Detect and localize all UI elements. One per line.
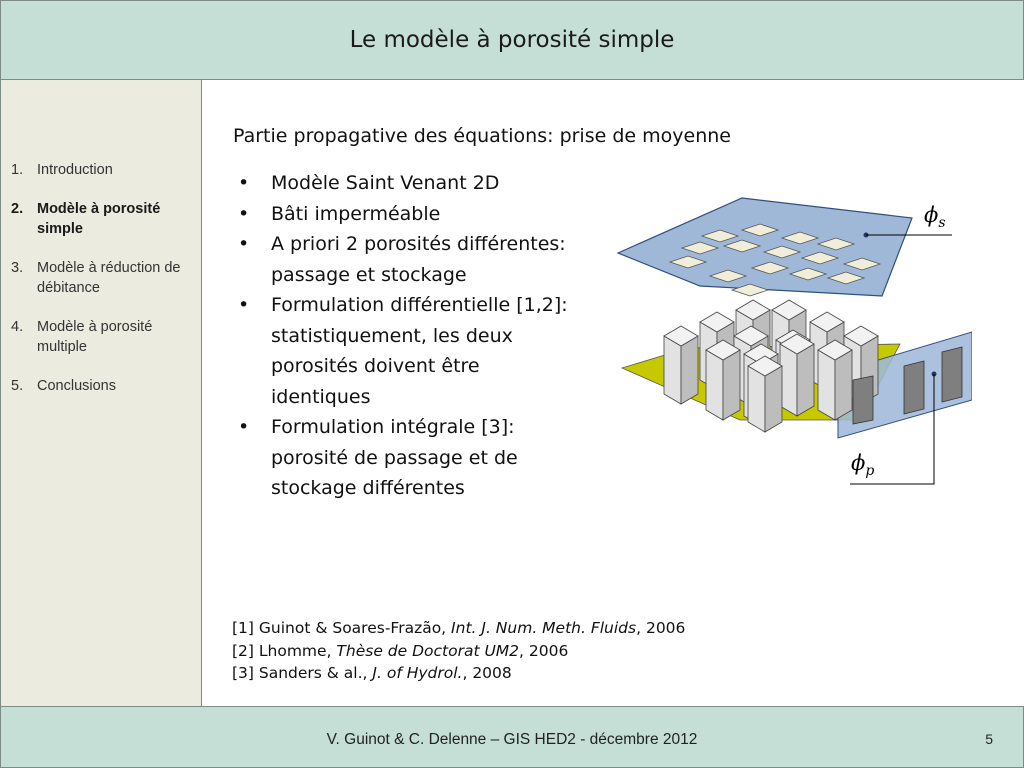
nav-label: Modèle à réduction de débitance: [37, 260, 181, 296]
slide-header: [0, 0, 1024, 80]
nav-number: 5.: [11, 378, 24, 394]
phi-s-label: $\phi_s$: [924, 203, 946, 231]
building-blocks: [664, 300, 878, 432]
porosity-diagram: [612, 195, 972, 495]
nav-item-porosite-simple[interactable]: [11, 199, 196, 239]
reference-journal: Thèse de Doctorat UM2: [336, 641, 520, 660]
bullet-text: Formulation intégrale [3]: porosité de passage et de stockage différentes: [271, 416, 518, 499]
slide-footer: [0, 706, 1024, 768]
bullet-icon: •: [238, 172, 250, 194]
references: [232, 617, 685, 685]
reference-journal: J. of Hydrol.: [372, 664, 463, 682]
section-subtitle: Partie propagative des équations: prise de moyenne: [233, 125, 731, 147]
nav-label: Introduction: [37, 162, 113, 178]
bullet-text: Formulation différentielle [1,2]: statistiquement, les deux porosités doivent être identiques: [271, 294, 568, 408]
page-number: 5: [985, 731, 993, 747]
bullet-icon: •: [238, 416, 250, 438]
reference-item: [232, 662, 685, 685]
nav-item-conclusions[interactable]: [11, 376, 196, 396]
bullet-text: Bâti imperméable: [271, 202, 441, 225]
nav-label: Modèle à porosité multiple: [37, 319, 153, 355]
building-face: [835, 350, 852, 420]
nav-label: Conclusions: [37, 378, 116, 394]
building-face: [748, 366, 765, 432]
nav-item-introduction[interactable]: [11, 160, 196, 180]
building-face: [681, 336, 698, 404]
passage-bar: [942, 347, 962, 402]
reference-authors: [2] Lhomme,: [232, 641, 337, 660]
bullet-item: [232, 412, 572, 504]
slide-title: Le modèle à porosité simple: [349, 27, 675, 53]
bullet-item: [232, 229, 572, 290]
nav-number: 2.: [11, 201, 24, 217]
nav-number: 4.: [11, 319, 24, 335]
sidebar: [0, 80, 202, 706]
reference-year: , 2006: [519, 641, 569, 660]
nav-number: 1.: [11, 162, 24, 178]
bullet-item: [232, 168, 572, 199]
building-face: [818, 350, 835, 420]
building-face: [765, 366, 782, 432]
nav-number: 3.: [11, 260, 24, 276]
bullet-icon: •: [238, 294, 250, 316]
reference-item: [232, 617, 685, 640]
building-face: [706, 350, 723, 420]
outline-nav: [11, 160, 196, 415]
reference-authors: [1] Guinot & Soares-Frazão,: [232, 619, 452, 637]
reference-item: [232, 640, 685, 663]
bullet-text: Modèle Saint Venant 2D: [271, 172, 500, 194]
reference-year: , 2006: [636, 619, 686, 637]
phi-p-label: $\phi_p$: [851, 451, 875, 479]
footer-credits: V. Guinot & C. Delenne – GIS HED2 - décembre 2012: [326, 731, 698, 748]
passage-bar: [853, 376, 873, 424]
building-face: [797, 344, 814, 416]
reference-year: , 2008: [462, 664, 512, 682]
bullet-item: [232, 199, 572, 230]
passage-bar: [904, 361, 924, 414]
reference-authors: [3] Sanders & al.,: [232, 664, 373, 682]
nav-item-porosite-multiple[interactable]: [11, 317, 196, 357]
bullet-item: [232, 290, 572, 412]
bullet-icon: •: [238, 202, 250, 225]
building-face: [723, 350, 740, 420]
nav-item-reduction-debitance[interactable]: [11, 258, 196, 298]
storage-plane: [618, 198, 912, 296]
bullet-icon: •: [238, 233, 250, 255]
building-face: [780, 344, 797, 416]
building-face: [664, 336, 681, 404]
nav-label: Modèle à porosité simple: [37, 201, 161, 237]
bullet-text: A priori 2 porosités différentes: passage et stockage: [271, 233, 566, 286]
bullet-list: [232, 168, 572, 504]
reference-journal: Int. J. Num. Meth. Fluids: [451, 619, 637, 637]
